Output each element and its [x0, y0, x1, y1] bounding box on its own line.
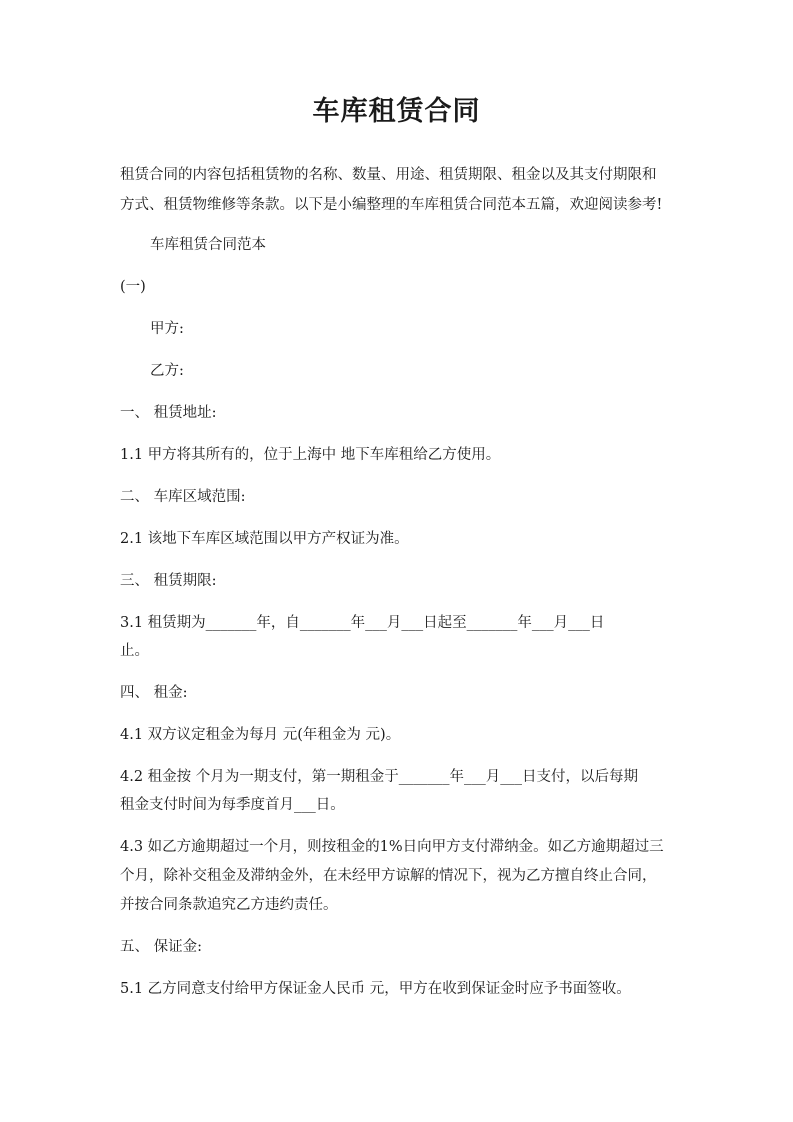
- section-1-heading: 一、 租赁地址:: [120, 405, 217, 421]
- clause-4-2-line-2: 租金支付时间为每季度首月___日。: [120, 797, 345, 813]
- party-b-label: 乙方:: [150, 363, 184, 379]
- clause-4-3-line-3: 并按合同条款追究乙方违约责任。: [120, 897, 338, 913]
- clause-4-3-line-1: 4.3 如乙方逾期超过一个月，则按租金的1%日向甲方支付滞纳金。如乙方逾期超过三: [120, 839, 664, 855]
- sample-heading: 车库租赁合同范本: [150, 237, 266, 253]
- clause-4-2-line-1: 4.2 租金按 个月为一期支付，第一期租金于_______年___月___日支付，以后每期: [120, 769, 639, 785]
- clause-3-1-line-2: 止。: [120, 643, 149, 659]
- document-title: 车库租赁合同: [312, 96, 481, 127]
- section-2-heading: 二、 车库区域范围:: [120, 489, 246, 505]
- section-3-heading: 三、 租赁期限:: [120, 573, 217, 589]
- clause-1-1: 1.1 甲方将其所有的，位于上海中 地下车库租给乙方使用。: [120, 447, 501, 463]
- clause-4-3-line-2: 个月，除补交租金及滞纳金外，在未经甲方谅解的情况下，视为乙方擅自终止合同，: [120, 868, 657, 884]
- clause-5-1: 5.1 乙方同意支付给甲方保证金人民币 元，甲方在收到保证金时应予书面签收。: [120, 981, 631, 997]
- intro-line-1: 租赁合同的内容包括租赁物的名称、数量、用途、租赁期限、租金以及其支付期限和: [120, 167, 657, 183]
- section-number: (一): [120, 279, 146, 295]
- clause-4-1: 4.1 双方议定租金为每月 元(年租金为 元)。: [120, 727, 401, 743]
- section-5-heading: 五、 保证金:: [120, 939, 202, 955]
- party-a-label: 甲方:: [150, 321, 184, 337]
- section-4-heading: 四、 租金:: [120, 685, 188, 701]
- clause-2-1: 2.1 该地下车库区域范围以甲方产权证为准。: [120, 531, 409, 547]
- intro-line-2: 方式、租赁物维修等条款。以下是小编整理的车库租赁合同范本五篇，欢迎阅读参考!: [120, 197, 663, 213]
- clause-3-1-line-1: 3.1 租赁期为_______年，自_______年___月___日起至_______年___月___日: [120, 615, 605, 631]
